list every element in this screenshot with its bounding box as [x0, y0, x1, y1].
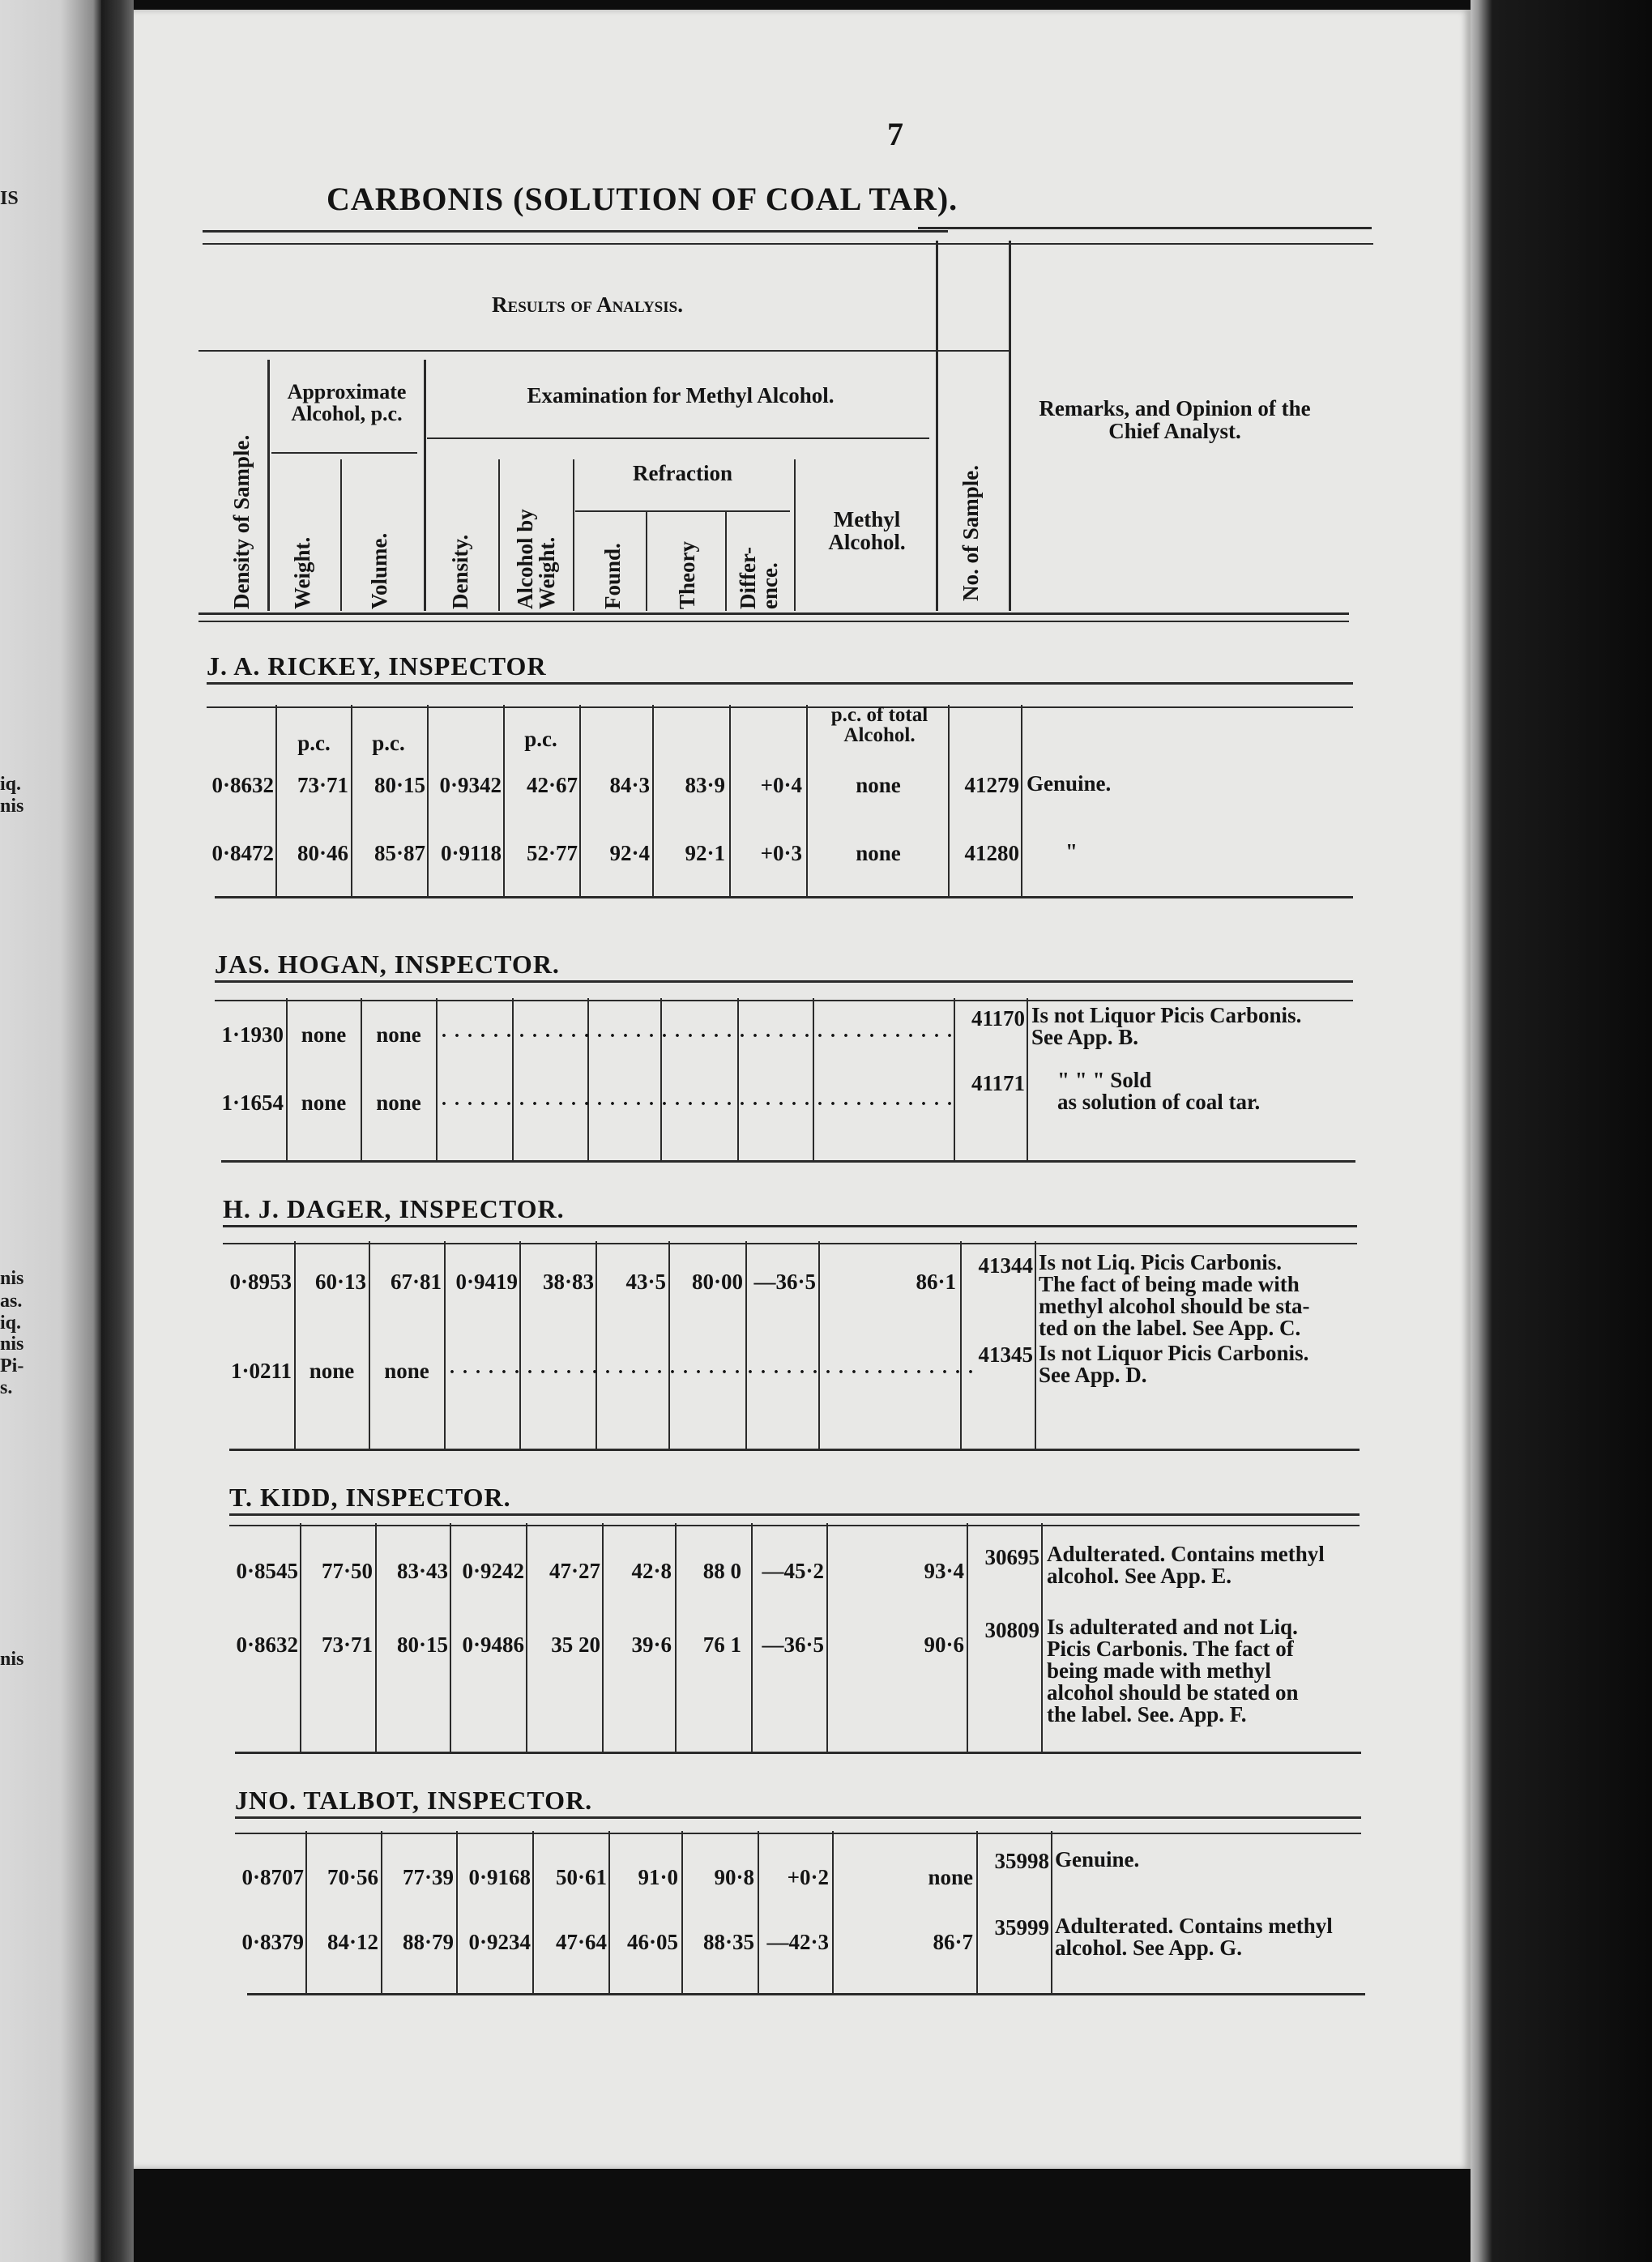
column-divider: [758, 1831, 759, 1993]
rule: [215, 1000, 1353, 1001]
density-cell: 0·9168: [468, 1865, 531, 1889]
column-divider: [361, 998, 362, 1160]
found-cell: 91·0: [638, 1865, 678, 1889]
column-divider: [675, 1523, 677, 1752]
column-divider: [745, 1241, 747, 1449]
density-of-sample-cell: 1·1930: [221, 1022, 284, 1047]
left-fragment: nis: [0, 1649, 24, 1670]
remarks-cell: Adulterated. Contains methyl alcohol. See App. E.: [1047, 1542, 1325, 1588]
volume-cell: none: [384, 1359, 429, 1383]
rule: [207, 682, 1353, 685]
page-number: 7: [887, 116, 903, 152]
methyl-alcohol-cell: 86·1: [916, 1270, 956, 1294]
difference-header: Differ-ence.: [736, 547, 782, 609]
column-divider: [503, 705, 505, 898]
volume-cell: 77·39: [402, 1865, 454, 1889]
theory-cell: 76 1: [702, 1632, 741, 1657]
methyl-alcohol-cell: 90·6: [924, 1632, 964, 1657]
theory-cell: 88·35: [702, 1930, 754, 1954]
left-facing-page: [0, 0, 101, 2262]
column-divider: [1051, 1831, 1052, 1993]
column-divider: [832, 1831, 834, 1993]
column-divider: [436, 998, 438, 1160]
found-cell: 46·05: [626, 1930, 678, 1954]
column-divider: [967, 1523, 968, 1752]
alcohol-by-weight-cell: 50·61: [555, 1865, 607, 1889]
methyl-alcohol-cell: 93·4: [924, 1559, 964, 1583]
weight-header: Weight.: [290, 536, 314, 609]
found-cell: 84·3: [609, 773, 650, 797]
column-divider: [751, 1523, 753, 1752]
theory-cell: 90·8: [714, 1865, 754, 1889]
volume-cell: none: [376, 1090, 421, 1115]
density-of-sample-cell: 0·8632: [211, 773, 274, 797]
remarks-cell: Is adulterated and not Liq. Picis Carbonis. The fact of being made with methyl alcohol should be stated on the label. See. App. F.: [1047, 1615, 1299, 1726]
weight-cell: 84·12: [327, 1930, 378, 1954]
column-divider: [532, 1831, 534, 1993]
column-divider: [498, 459, 500, 611]
density-of-sample-cell: 0·8545: [236, 1559, 298, 1583]
remarks-cell: Genuine.: [1027, 771, 1112, 796]
rule: [247, 1993, 1365, 1995]
methyl-alcohol-cell: none: [928, 1865, 973, 1889]
column-divider: [818, 1241, 820, 1449]
approximate-alcohol-header: Approximate Alcohol, p.c.: [287, 380, 407, 426]
weight-cell: none: [301, 1090, 347, 1115]
left-fragment: IS: [0, 188, 19, 209]
density-cell: 0·9342: [439, 773, 502, 797]
unit-label: p.c.: [372, 731, 405, 755]
alcohol-by-weight-cell: 35 20: [551, 1632, 600, 1657]
leader-dots: . . . . . . . . . . . . . . . . . . . . . . . . . . . . . . . . . . . . . . . .: [442, 1021, 954, 1042]
column-divider: [725, 512, 727, 611]
remarks-cell: Adulterated. Contains methyl alcohol. See App. G.: [1055, 1914, 1333, 1960]
found-cell: 92·4: [609, 841, 650, 865]
theory-cell: 83·9: [685, 773, 725, 797]
rule: [427, 437, 929, 439]
density-cell: 0·9486: [462, 1632, 524, 1657]
rule: [223, 1225, 1357, 1227]
volume-cell: 83·43: [396, 1559, 448, 1583]
rule: [235, 1833, 1361, 1834]
density-header: Density.: [448, 534, 472, 609]
unit-label: p.c. of total Alcohol.: [830, 704, 928, 746]
sample-number-cell: 41280: [964, 841, 1019, 865]
page-title: CARBONIS (SOLUTION OF COAL TAR).: [327, 181, 958, 217]
rule: [198, 350, 1009, 352]
column-divider: [608, 1831, 610, 1993]
volume-cell: 85·87: [374, 841, 425, 865]
column-divider: [519, 1241, 521, 1449]
left-fragment: iq.: [0, 1312, 22, 1334]
column-divider: [294, 1241, 296, 1449]
rule: [575, 510, 790, 512]
theory-cell: 92·1: [685, 841, 725, 865]
volume-cell: 80·15: [374, 773, 425, 797]
difference-cell: —36·5: [753, 1270, 816, 1294]
column-divider: [729, 705, 731, 898]
rule: [215, 896, 1353, 898]
density-cell: 0·9118: [440, 841, 502, 865]
column-divider: [1035, 1241, 1036, 1449]
column-divider: [286, 998, 288, 1160]
book-gutter: [101, 0, 134, 2262]
difference-cell: —42·3: [766, 1930, 829, 1954]
inspector-heading: H. J. DAGER, INSPECTOR.: [223, 1194, 565, 1223]
refraction-header: Refraction: [633, 461, 732, 485]
column-divider: [456, 1831, 458, 1993]
inspector-heading: JAS. HOGAN, INSPECTOR.: [215, 950, 560, 979]
inspector-heading: J. A. RICKEY, INSPECTOR: [207, 651, 547, 681]
density-of-sample-cell: 1·1654: [221, 1090, 284, 1115]
theory-cell: 80·00: [691, 1270, 743, 1294]
found-cell: 39·6: [631, 1632, 672, 1657]
examination-methyl-header: Examination for Methyl Alcohol.: [527, 383, 835, 408]
found-cell: 42·8: [631, 1559, 672, 1583]
rule: [229, 1449, 1360, 1451]
weight-cell: none: [301, 1022, 347, 1047]
remarks-cell: ": [1065, 839, 1078, 864]
unit-label: p.c.: [297, 731, 331, 755]
difference-cell: —45·2: [762, 1559, 824, 1583]
sample-number-cell: 41170: [971, 1006, 1025, 1031]
found-header: Found.: [600, 543, 625, 609]
theory-cell: 88 0: [702, 1559, 741, 1583]
rule: [203, 230, 948, 233]
sample-number-cell: 41344: [978, 1253, 1033, 1278]
sample-number-cell: 41279: [964, 773, 1019, 797]
rule: [223, 1243, 1357, 1244]
sample-number-cell: 41171: [971, 1071, 1025, 1095]
weight-cell: 73·71: [321, 1632, 373, 1657]
rule: [229, 1513, 1360, 1516]
density-cell: 0·9234: [468, 1930, 531, 1954]
column-divider: [794, 459, 796, 611]
column-divider: [369, 1241, 370, 1449]
rule: [918, 227, 1372, 229]
column-divider: [579, 705, 581, 898]
rule: [198, 612, 1349, 615]
column-divider: [948, 705, 950, 898]
left-fragment: iq.: [0, 774, 22, 795]
inspector-heading: T. KIDD, INSPECTOR.: [229, 1483, 511, 1512]
column-divider: [602, 1523, 604, 1752]
column-divider: [375, 1523, 377, 1752]
column-divider: [668, 1241, 670, 1449]
column-divider: [1021, 705, 1022, 898]
column-divider: [976, 1831, 978, 1993]
difference-cell: +0·4: [760, 773, 802, 797]
column-divider: [826, 1523, 828, 1752]
alcohol-by-weight-cell: 42·67: [526, 773, 578, 797]
column-divider: [573, 459, 574, 611]
column-divider: [652, 705, 654, 898]
remarks-cell: Is not Liq. Picis Carbonis. The fact of being made with methyl alcohol should be sta- ted on the label. See App. C.: [1039, 1250, 1310, 1340]
column-divider: [444, 1241, 446, 1449]
column-divider: [275, 705, 277, 898]
column-divider: [1041, 1523, 1043, 1752]
volume-cell: 67·81: [390, 1270, 442, 1294]
column-divider: [450, 1523, 451, 1752]
density-of-sample-cell: 0·8632: [236, 1632, 298, 1657]
unit-label: p.c.: [524, 727, 557, 751]
volume-cell: 88·79: [402, 1930, 454, 1954]
column-divider: [526, 1523, 527, 1752]
sample-number-cell: 35999: [994, 1915, 1049, 1940]
inspector-heading: JNO. TALBOT, INSPECTOR.: [235, 1786, 593, 1815]
column-divider: [960, 1241, 962, 1449]
page-edge: [1471, 0, 1652, 2262]
volume-cell: none: [376, 1022, 421, 1047]
column-divider: [381, 1831, 382, 1993]
alcohol-by-weight-cell: 47·64: [555, 1930, 607, 1954]
difference-cell: +0·3: [760, 841, 802, 865]
column-divider: [300, 1523, 301, 1752]
rule: [207, 706, 1353, 708]
difference-cell: +0·2: [787, 1865, 829, 1889]
alcohol-by-weight-cell: 47·27: [549, 1559, 600, 1583]
column-divider: [936, 241, 938, 611]
weight-cell: 70·56: [327, 1865, 378, 1889]
column-divider: [595, 1241, 597, 1449]
density-of-sample-cell: 0·8472: [211, 841, 274, 865]
column-divider: [1027, 998, 1028, 1160]
sample-number-cell: 30809: [984, 1618, 1039, 1642]
weight-cell: 73·71: [297, 773, 348, 797]
weight-cell: none: [309, 1359, 355, 1383]
weight-cell: 80·46: [297, 841, 348, 865]
column-divider: [305, 1831, 307, 1993]
leader-dots: . . . . . . . . . . . . . . . . . . . . . . . . . . . . . . . . . . . . . . . .: [442, 1089, 954, 1110]
left-fragment: nis: [0, 796, 24, 817]
density-cell: 0·9419: [455, 1270, 518, 1294]
weight-cell: 60·13: [314, 1270, 366, 1294]
remarks-header: Remarks, and Opinion of the Chief Analyst.: [1039, 396, 1311, 444]
column-divider: [806, 705, 808, 898]
remarks-cell: Is not Liquor Picis Carbonis. See App. D.: [1039, 1341, 1309, 1387]
density-of-sample-cell: 0·8379: [241, 1930, 304, 1954]
left-fragment: s.: [0, 1377, 13, 1398]
alcohol-by-weight-cell: 52·77: [526, 841, 578, 865]
difference-cell: —36·5: [762, 1632, 824, 1657]
methyl-alcohol-cell: none: [856, 773, 901, 797]
density-of-sample-header: Density of Sample.: [229, 434, 254, 609]
left-fragment: nis: [0, 1334, 24, 1355]
methyl-alcohol-cell: none: [856, 841, 901, 865]
column-divider: [646, 512, 647, 611]
document-page: [134, 10, 1471, 2169]
sample-number-cell: 35998: [994, 1849, 1049, 1873]
column-divider: [424, 360, 426, 611]
left-fragment: as.: [0, 1291, 23, 1312]
rule: [215, 980, 1353, 983]
column-divider: [681, 1831, 683, 1993]
rule: [271, 452, 417, 454]
remarks-cell: Genuine.: [1055, 1847, 1140, 1871]
found-cell: 43·5: [625, 1270, 666, 1294]
volume-cell: 80·15: [396, 1632, 448, 1657]
alcohol-by-weight-cell: 38·83: [542, 1270, 594, 1294]
column-divider: [1009, 241, 1011, 611]
density-of-sample-cell: 0·8953: [229, 1270, 292, 1294]
left-fragment: nis: [0, 1268, 24, 1289]
rule: [235, 1752, 1361, 1754]
rule: [203, 243, 1373, 245]
sample-number-cell: 30695: [984, 1545, 1039, 1569]
density-cell: 0·9242: [462, 1559, 524, 1583]
rule: [221, 1160, 1355, 1163]
alcohol-by-weight-header: Alcohol by Weight.: [513, 509, 559, 609]
column-divider: [340, 459, 342, 611]
density-of-sample-cell: 1·0211: [230, 1359, 292, 1383]
leader-dots: . . . . . . . . . . . . . . . . . . . . . . . . . . . . . . . . . . . . . . . . .: [450, 1357, 975, 1378]
sample-number-cell: 41345: [978, 1342, 1033, 1367]
remarks-cell: Is not Liquor Picis Carbonis. See App. B.: [1031, 1003, 1302, 1049]
column-divider: [351, 705, 352, 898]
density-of-sample-cell: 0·8707: [241, 1865, 304, 1889]
left-fragment: Pi-: [0, 1355, 24, 1376]
results-of-analysis-heading: Results of Analysis.: [492, 292, 683, 317]
volume-header: Volume.: [367, 532, 391, 609]
methyl-alcohol-header: Methyl Alcohol.: [828, 507, 906, 555]
rule: [198, 621, 1349, 622]
rule: [235, 1816, 1361, 1819]
weight-cell: 77·50: [321, 1559, 373, 1583]
column-divider: [267, 360, 270, 611]
column-divider: [427, 705, 429, 898]
no-of-sample-header: No. of Sample.: [958, 465, 983, 601]
rule: [229, 1525, 1360, 1526]
theory-header: Theory: [675, 541, 699, 609]
methyl-alcohol-cell: 86·7: [933, 1930, 973, 1954]
remarks-cell: " " " Sold as solution of coal tar.: [1057, 1068, 1261, 1114]
